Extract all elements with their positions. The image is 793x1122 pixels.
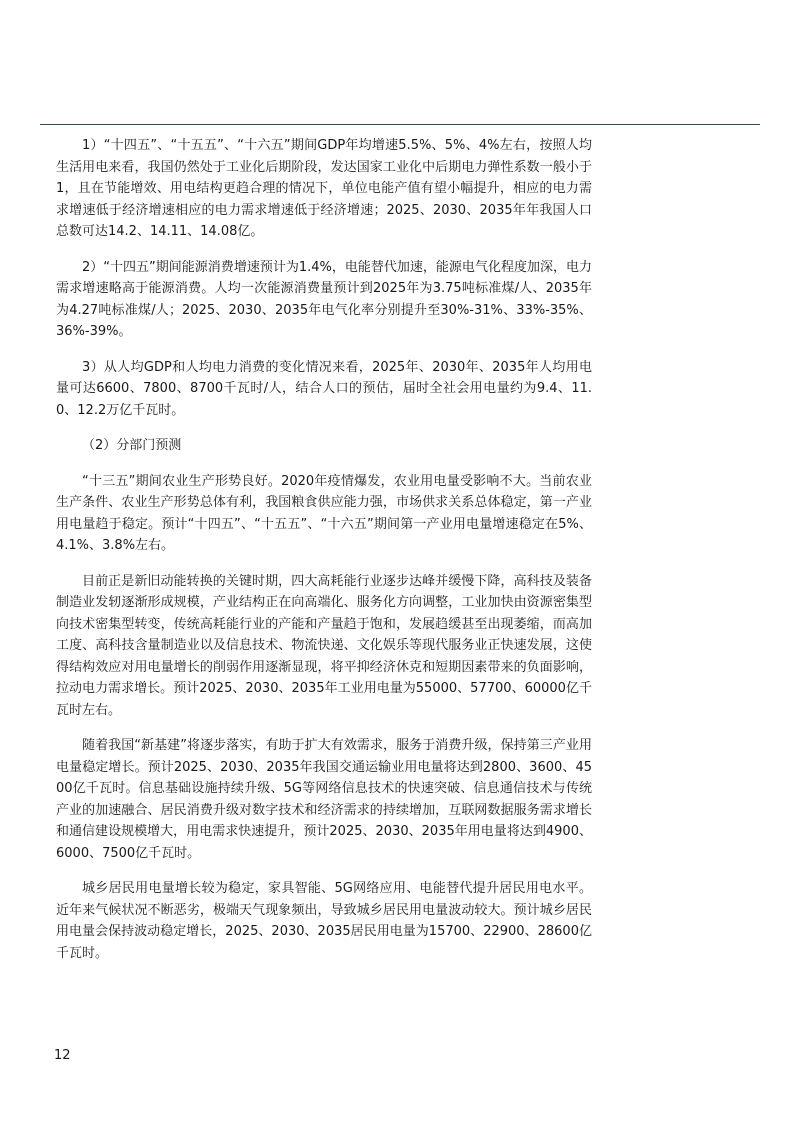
paragraph-tertiary: 随着我国“新基建”将逐步落实，有助于扩大有效需求，服务于消费升级，保持第三产业用电量稳定增长。预计2025、2030、2035年我国交通运输业用电量将达到2800、3600、4500亿千瓦时。信息基础设施持续升级、5G等网络信息技术的快速突破、信息通信技术与传统产业的加速融合、居民消费升级对数字技术和经济需求的持续增加，互联网数据服务需求增长和通信建设规模增大，用电需求快速提升，预计2025、2030、2035年用电量将达到4900、6000、7500亿千瓦时。 [56, 738, 592, 861]
paragraph-energy-consumption: 2）“十四五”期间能源消费增速预计为1.4%，电能替代加速，能源电气化程度加深，电力需求增速略高于能源消费。人均一次能源消费量预计到2025年为3.75吨标准煤/人、2035年为4.27吨标准煤/人；2025、2030、2035年电气化率分别提升至30%-31%、33%-35%、36%-39%。 [56, 259, 592, 339]
paragraph-gdp-growth: 1）“十四五”、“十五五”、“十六五”期间GDP年均增速5.5%、5%、4%左右，按照人均生活用电来看，我国仍然处于工业化后期阶段，发达国家工业化中后期电力弹性系数一般小于1，且在节能增效、用电结构更趋合理的情况下，单位电能产值有望小幅提升，相应的电力需求增速低于经济增速相应的电力需求增速低于经济增速；2025、2030、2035年年我国人口总数可达14.2、14.11、14.08亿。 [56, 138, 592, 239]
page-number: 12 [54, 1048, 71, 1063]
paragraph-per-capita: 3）从人均GDP和人均电力消费的变化情况来看，2025年、2030年、2035年人均用电量可达6600、7800、8700千瓦时/人，结合人口的预估，届时全社会用电量约为9.4、11.0、12.2万亿千瓦时。 [56, 359, 592, 418]
paragraph-industry: 目前正是新旧动能转换的关键时期，四大高耗能行业逐步达峰并缓慢下降，高科技及装备制造业发轫逐渐形成规模，产业结构正在向高端化、服务化方向调整，工业加快由资源密集型向技术密集型转变，传统高耗能行业的产能和产量趋于饱和，发展趋缓甚至出现萎缩，而高加工度、高科技含量制造业以及信息技术、物流快递、文化娱乐等现代服务业正快速发展，这使得结构效应对用电量增长的削弱作用逐渐显现，将平抑经济休克和短期因素带来的负面影响，拉动电力需求增长。预计2025、2030、2035年工业用电量为55000、57700、60000亿千瓦时左右。 [56, 573, 592, 718]
document-body [56, 135, 592, 978]
paragraph-agriculture: “十三五”期间农业生产形势良好。2020年疫情爆发，农业用电量受影响不大。当前农业生产条件、农业生产形势总体有利，我国粮食供应能力强，市场供求关系总体稳定，第一产业用电量趋于稳定。预计“十四五”、“十五五”、“十六五”期间第一产业用电量增速稳定在5%、4.1%、3.8%左右。 [56, 473, 592, 553]
paragraph-residential: 城乡居民用电量增长较为稳定，家具智能、5G网络应用、电能替代提升居民用电水平。近年来气候状况不断恶劣，极端天气现象频出，导致城乡居民用电量波动较大。预计城乡居民用电量会保持波动稳定增长，2025、2030、2035居民用电量为15700、22900、28600亿千瓦时。 [56, 881, 592, 961]
header-rule [40, 124, 760, 125]
section-heading-sector-forecast: （2）分部门预测 [82, 438, 182, 453]
